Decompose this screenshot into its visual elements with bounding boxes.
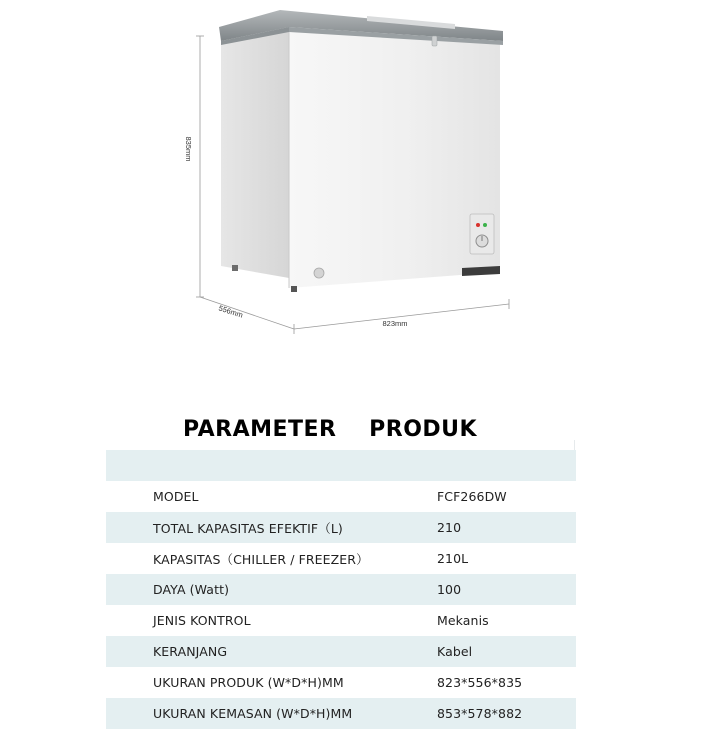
table-row bbox=[106, 574, 576, 605]
parameter-value: Mekanis bbox=[437, 613, 489, 628]
width-dimension-label: 823mm bbox=[382, 319, 408, 328]
lock-icon bbox=[432, 36, 437, 46]
parameter-value: 210 bbox=[437, 520, 462, 535]
parameter-label: MODEL bbox=[153, 489, 199, 504]
parameter-value: 823*556*835 bbox=[437, 675, 523, 690]
parameter-label: JENIS KONTROL bbox=[153, 613, 251, 628]
product-parameters-table bbox=[106, 450, 576, 729]
depth-dimension-label: 556mm bbox=[217, 303, 245, 320]
parameter-label: DAYA (Watt) bbox=[153, 582, 230, 597]
table-row bbox=[106, 481, 576, 512]
parameter-label: TOTAL KAPASITAS EFEKTIF（L) bbox=[153, 520, 343, 536]
control-panel bbox=[470, 214, 494, 254]
indicator-light-green bbox=[483, 223, 487, 227]
table-row bbox=[106, 543, 576, 574]
table-row bbox=[106, 450, 576, 481]
parameter-label: UKURAN KEMASAN (W*D*H)MM bbox=[153, 706, 353, 721]
indicator-light-red bbox=[476, 223, 480, 227]
parameter-value: 210L bbox=[437, 551, 469, 566]
parameter-label: KAPASITAS（CHILLER / FREEZER） bbox=[153, 551, 369, 567]
freezer-side-panel bbox=[221, 26, 289, 278]
parameter-value: Kabel bbox=[437, 644, 473, 659]
table-row bbox=[106, 512, 576, 543]
table-row bbox=[106, 667, 576, 698]
parameter-value bbox=[437, 450, 576, 481]
table-row bbox=[106, 636, 576, 667]
table-row bbox=[106, 605, 576, 636]
parameter-value: 100 bbox=[437, 582, 462, 597]
parameter-label: UKURAN PRODUK (W*D*H)MM bbox=[153, 675, 344, 690]
height-dimension-label: 835mm bbox=[184, 136, 193, 162]
drain-plug-icon bbox=[314, 268, 324, 278]
parameter-label bbox=[106, 450, 437, 481]
parameter-value: 853*578*882 bbox=[437, 706, 523, 721]
parameter-label: KERANJANG bbox=[153, 644, 228, 659]
freezer-front-panel bbox=[289, 26, 500, 288]
depth-dimension-line bbox=[200, 297, 294, 329]
parameter-value: FCF266DW bbox=[437, 489, 507, 504]
table-row bbox=[106, 698, 576, 729]
parameter-produk-title: PARAMETER PRODUK bbox=[183, 417, 478, 442]
